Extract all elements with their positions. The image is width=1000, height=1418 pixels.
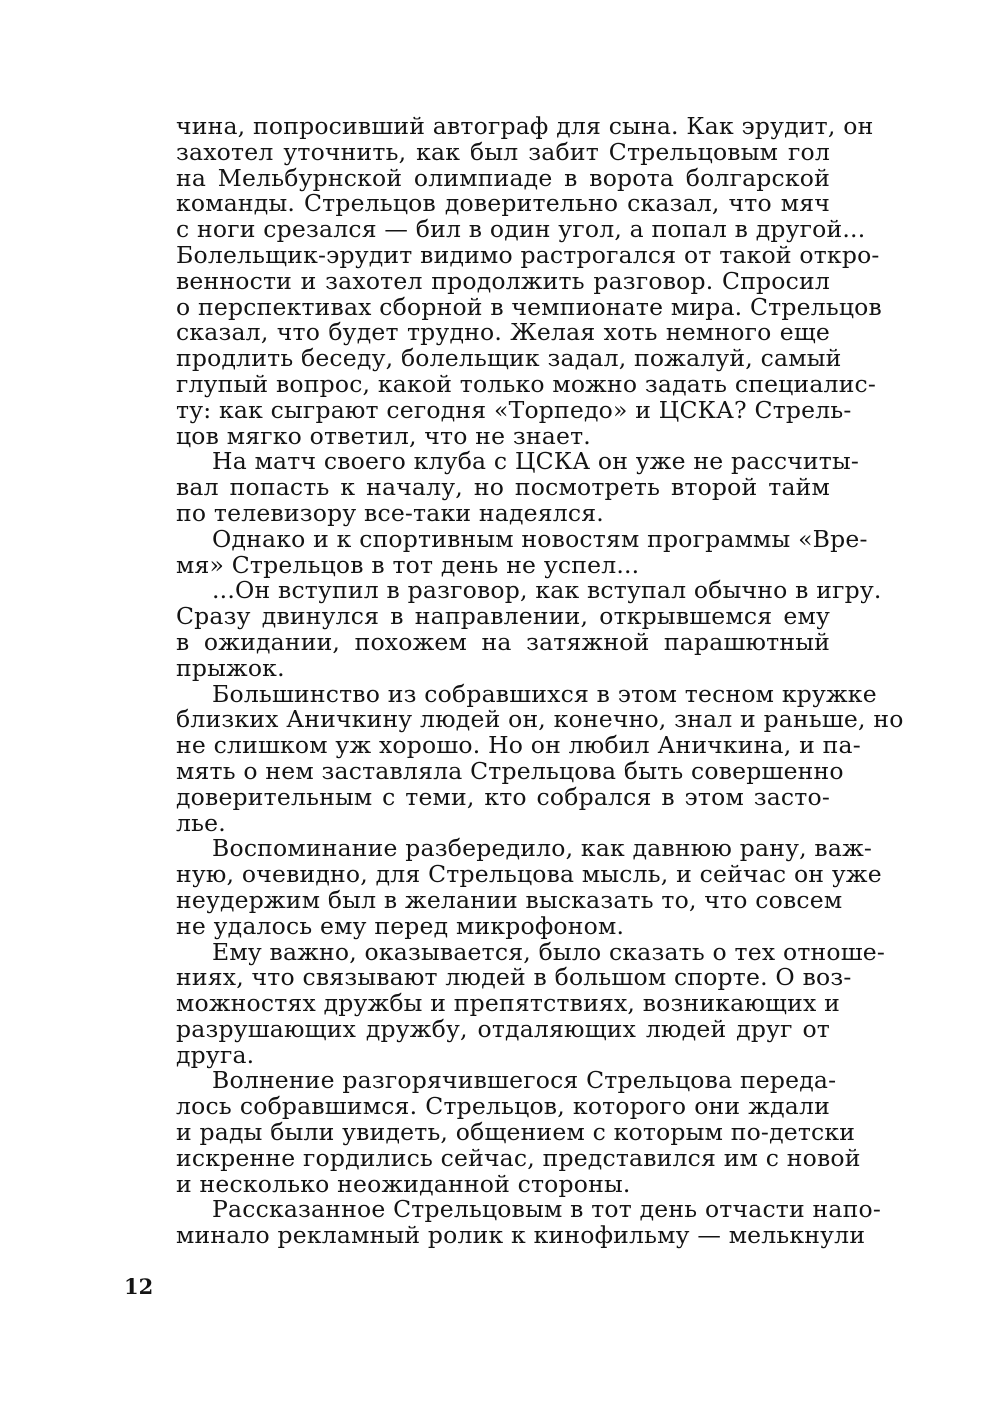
text-line: лье.	[176, 808, 226, 837]
page-number: 12	[124, 1274, 154, 1299]
text-line: близких Аничкину людей он, конечно, знал и раньше, но	[176, 705, 904, 734]
text-line: доверительным с теми, кто собрался в этом засто-	[176, 782, 830, 811]
text-line: Однако и к спортивным новостям программы «Вре-	[212, 524, 868, 553]
text-line: и рады были увидеть, общением с которым по-детски	[176, 1118, 856, 1147]
text-line: чина, попросивший автограф для сына. Как эрудит, он	[176, 112, 874, 140]
text-line: в ожидании, похожем на затяжной парашютный	[176, 627, 830, 656]
text-line: неудержим был в желании высказать то, что совсем	[176, 885, 843, 914]
text-line: искренне гордились сейчас, представился им с новой	[176, 1143, 861, 1172]
text-line: прыжок.	[176, 653, 285, 682]
text-line: захотел уточнить, как был забит Стрельцовым гол	[176, 137, 830, 166]
text-line: Волнение разгорячившегося Стрельцова переда-	[212, 1066, 837, 1095]
text-line: на Мельбурнской олимпиаде в ворота болгарской	[176, 163, 830, 192]
text-line: минало рекламный ролик к кинофильму — мелькнули	[176, 1221, 866, 1250]
text-line: разрушающих дружбу, отдаляющих людей друг от	[176, 1014, 830, 1043]
text-line: ниях, что связывают людей в большом спорте. О воз-	[176, 963, 852, 992]
text-line: глупый вопрос, какой только можно задать специалис-	[176, 369, 877, 398]
text-line: ную, очевидно, для Стрельцова мысль, и сейчас он уже	[176, 860, 882, 889]
text-line: мять о нем заставляла Стрельцова быть совершенно	[176, 756, 844, 785]
text-line: На матч своего клуба с ЦСКА он уже не рассчиты-	[212, 447, 860, 476]
text-line: Воспоминание разбередило, как давнюю рану, важ-	[212, 834, 873, 863]
text-line: вал попасть к началу, но посмотреть второй тайм	[176, 473, 830, 502]
text-line: Рассказанное Стрельцовым в тот день отчасти напо-	[212, 1195, 881, 1224]
text-line: мя» Стрельцов в тот день не успел...	[176, 550, 640, 579]
text-line: команды. Стрельцов доверительно сказал, что мяч	[176, 189, 830, 218]
text-line: продлить беседу, болельщик задал, пожалуй, самый	[176, 344, 842, 373]
text-line: венности и захотел продолжить разговор. Спросил	[176, 266, 830, 295]
text-line: цов мягко ответил, что не знает.	[176, 421, 591, 450]
text-line: ту: как сыграют сегодня «Торпедо» и ЦСКА? Стрель-	[176, 395, 852, 424]
text-line: Сразу двинулся в направлении, открывшемся ему	[176, 602, 830, 631]
text-line: ...Он вступил в разговор, как вступал обычно в игру.	[212, 576, 882, 605]
text-line: не слишком уж хорошо. Но он любил Аничкина, и па-	[176, 731, 861, 760]
text-line: друга.	[176, 1040, 255, 1069]
text-line: по телевизору все-таки надеялся.	[176, 498, 604, 527]
text-line: не удалось ему перед микрофоном.	[176, 911, 625, 940]
text-line: сказал, что будет трудно. Желая хоть немного еще	[176, 318, 830, 347]
text-line: можностях дружбы и препятствиях, возникающих и	[176, 989, 840, 1018]
text-line: Большинство из собравшихся в этом тесном кружке	[212, 679, 877, 708]
text-line: о перспективах сборной в чемпионате мира. Стрельцов	[176, 292, 882, 321]
text-line: Ему важно, оказывается, было сказать о тех отноше-	[212, 937, 886, 966]
text-line: и несколько неожиданной стороны.	[176, 1169, 631, 1198]
body-text	[176, 112, 904, 1250]
text-line: с ноги срезался — бил в один угол, а попал в другой...	[176, 215, 866, 244]
text-line: лось собравшимся. Стрельцов, которого они ждали	[176, 1092, 830, 1121]
text-line: Болельщик-эрудит видимо растрогался от такой откро-	[176, 240, 880, 269]
